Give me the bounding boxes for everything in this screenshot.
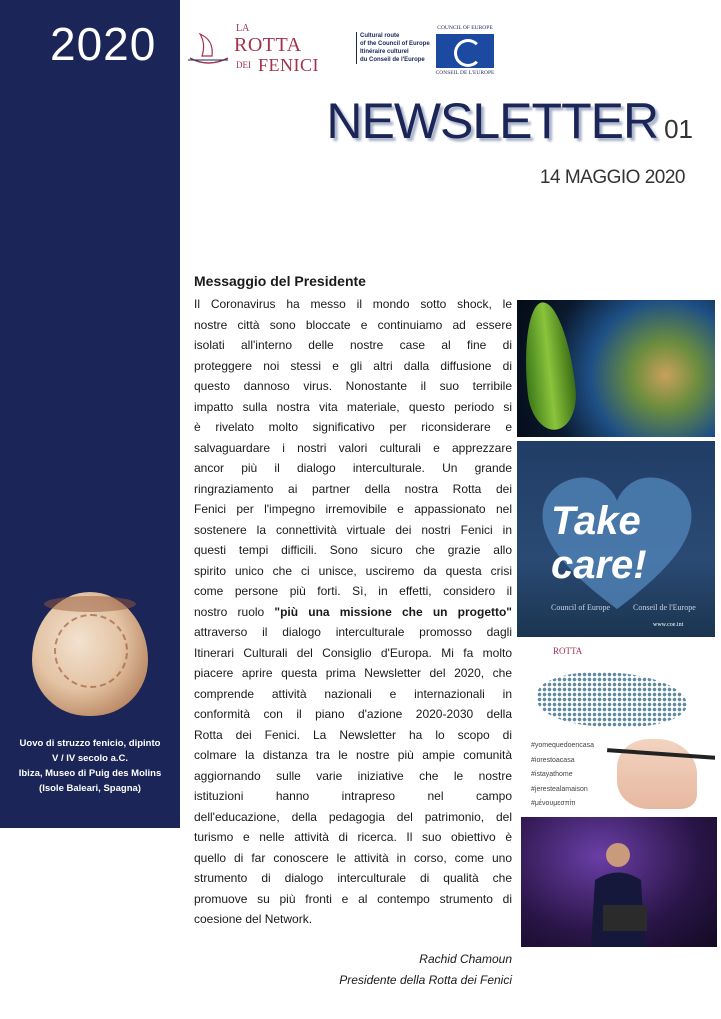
issue-date: 14 MAGGIO 2020: [539, 167, 685, 188]
hashtag: #istayathome: [531, 771, 573, 778]
title-text: NEWSLETTER: [326, 93, 659, 149]
hashtag: #iorestoacasa: [531, 756, 575, 764]
map-logo: ROTTA: [553, 646, 583, 656]
year-label: 2020: [50, 18, 157, 70]
article-line: ancor più il dialogo interculturale. Un grande: [194, 461, 512, 475]
issue-number: 01: [664, 114, 693, 144]
caption-line: (Isole Baleari, Spagna): [39, 783, 141, 794]
logo-rotta: ROTTA: [234, 34, 302, 56]
article-line: questi tempi difficili. Sono sicuro che grazie allo: [194, 543, 512, 557]
article-line: impatto sulla nostra vita materiale, questo periodo si: [194, 399, 512, 414]
article-line: Il Coronavirus ha messo il mondo sotto shock, le: [194, 297, 512, 311]
article-line: come persone più forti. Sì, in effetti, considero il: [194, 584, 512, 598]
article-line: ringraziamento ai partner della nostra Rotta dei: [194, 481, 512, 496]
article-line: attraverso il dialogo interculturale promosso dagli: [194, 625, 512, 639]
sidebar: [0, 0, 180, 828]
article-line: dell'educazione, della pedagogia del patrimonio, del: [194, 809, 512, 824]
caption-line: Uovo di struzzo fenicio, dipinto: [19, 738, 161, 749]
article-body: [194, 294, 512, 930]
hashtag-list: [531, 739, 594, 810]
caption-line: V / IV secolo a.C.: [51, 753, 129, 764]
logo-dei: DEI: [236, 60, 251, 70]
take-care-image: [517, 441, 715, 637]
leaf-shape: [518, 300, 579, 432]
article-line: istituzioni hanno intrapreso nel campo: [194, 789, 512, 803]
ostrich-egg-image: [32, 592, 148, 716]
logo-la: LA: [236, 23, 250, 34]
rotta-dei-fenici-logo: [186, 24, 356, 76]
www-text: www.coe.int: [653, 622, 684, 628]
article-line: strumento di dialogo interculturale di qualità che: [194, 871, 512, 885]
coe-flag-icon: [436, 34, 494, 68]
mediterranean-map-image: [517, 642, 715, 810]
article-line: isolati all'interno delle nostre case al fine di: [194, 338, 512, 352]
cultural-route-text: [356, 32, 430, 64]
caption-line: Ibiza, Museo di Puig des Molins: [18, 768, 162, 779]
article-line: aggiornando sulle varie iniziative che le nostre: [194, 768, 512, 783]
route-line: of the Council of Europe: [360, 41, 430, 47]
article-line: turismo e nelle attività di ricerca. Il suo obiettivo è: [194, 830, 512, 844]
article-line: salvaguardare i nostri valori culturali e apprezzare: [194, 440, 512, 455]
article-line: spirito unico che ci unisce, usciremo da questa crisi: [194, 563, 512, 578]
route-line: Cultural route: [360, 33, 400, 39]
article-line: quello di far conoscere le attività in corso, come uno: [194, 850, 512, 865]
article-line: [194, 602, 512, 623]
article-line: questo dannoso virus. Nonostante il suo terribile: [194, 379, 512, 393]
article-line: promuove su più fronti e al contempo strumento di: [194, 891, 512, 906]
newsletter-title: [326, 92, 693, 158]
route-line: du Conseil de l'Europe: [360, 57, 425, 63]
article-heading: Messaggio del Presidente: [194, 273, 366, 289]
signature-name: Rachid Chamoun: [419, 952, 512, 966]
article-line: proteggere noi stessi e gli altri dalla diffusione di: [194, 358, 512, 373]
article-line: colmare la distanza tra le nostre più ampie comunità: [194, 748, 512, 762]
hashtag: #μένουμεσπίτι: [531, 800, 576, 807]
hashtag: #jerestealamaison: [531, 785, 588, 793]
egg-caption: [0, 736, 180, 796]
hashtag: #yomequedoencasa: [531, 742, 595, 749]
boat-icon: [188, 30, 230, 70]
article-line: conformità con il piano d'azione 2020-2030 della: [194, 707, 512, 721]
earth-leaf-image: [517, 300, 715, 437]
article-line: Itinerari Culturali del Consiglio d'Europa. Mi fa molto: [194, 645, 512, 660]
article-line: piacere aprire questa prima Newsletter del 2020, che: [194, 666, 512, 680]
bold-phrase: "più una missione che un progetto": [274, 604, 512, 619]
signature-title: Presidente della Rotta dei Fenici: [339, 973, 512, 987]
article-line: Rotta dei Fenici. La Newsletter ha lo scopo di: [194, 727, 512, 742]
coe-en-text: Council of Europe: [551, 603, 611, 612]
coe-fr-text: Conseil de l'Europe: [633, 603, 696, 612]
logo-fenici: FENICI: [258, 55, 319, 75]
article-line: coesione del Network.: [194, 912, 313, 926]
article-line: è rivelato molto significativo per riconsiderare e: [194, 420, 512, 434]
coe-top-text: COUNCIL OF EUROPE: [437, 25, 493, 31]
coe-bottom-text: CONSEIL DE L'EUROPE: [435, 70, 495, 76]
take-care-text: Take care!: [551, 499, 647, 587]
line-text: nostro ruolo: [194, 604, 275, 619]
article-line: Fenici per l'impegno irremovibile e appassionato nel: [194, 502, 512, 516]
route-line: Itinéraire culturel: [360, 49, 409, 55]
map-shape: [537, 672, 687, 727]
speaker-figure: [583, 835, 653, 947]
article-line: sostenere la connettività virtuale dei nostri Fenici in: [194, 522, 512, 537]
article-line: nostre città sono bloccate e continuiamo ad essere: [194, 317, 512, 332]
council-of-europe-logo: [434, 25, 496, 77]
president-speaking-photo: [521, 817, 717, 947]
article-line: comprende attività nazionali e internazionali in: [194, 686, 512, 701]
